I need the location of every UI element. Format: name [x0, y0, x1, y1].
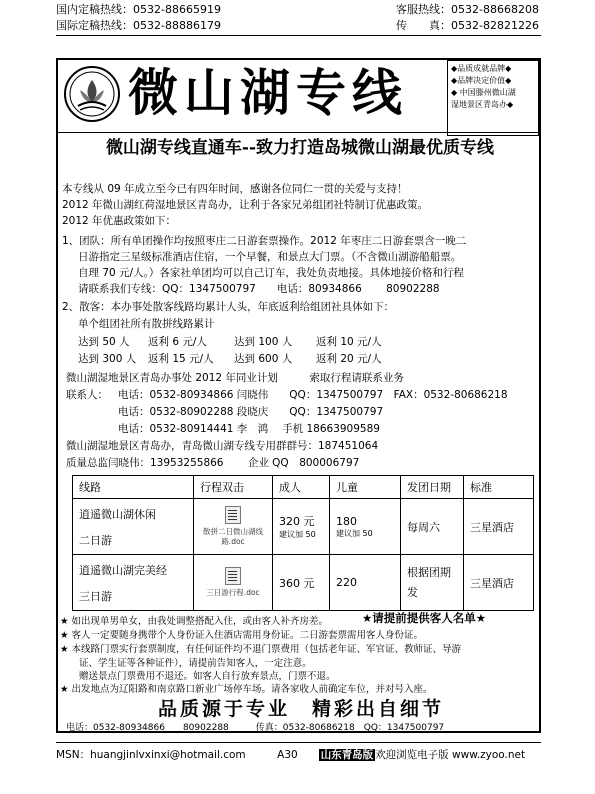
column-header: 发团日期: [401, 476, 464, 499]
rebate-cell: 达到 100 人: [234, 336, 293, 348]
file-name[interactable]: 散拼二日微山湖线路.doc: [203, 527, 263, 546]
word-document-icon[interactable]: [225, 506, 241, 524]
policy-heading: 2012 年优惠政策如下：: [62, 215, 177, 227]
slogan-line: ◆ 中国滕州微山湖: [451, 88, 516, 97]
child-note: 建议加 50: [336, 528, 373, 538]
guest-list-reminder: ★请提前提供客人名单★: [362, 611, 487, 625]
adult-price: 360 元: [279, 576, 315, 590]
note-line: ★ 出发地点为辽阳路和南京路口新业广场停车场。请各家收人前确定车位，并对号入座。: [60, 684, 433, 695]
edition-badge: 山东青岛版: [320, 749, 374, 761]
hotel-standard: 三星酒店: [464, 499, 534, 555]
contacts-label: 联系人：: [66, 389, 108, 401]
route-cell: [73, 555, 194, 611]
adult-price-cell: [273, 499, 330, 555]
child-price: 220: [336, 576, 357, 589]
main-title: 微山湖专线: [128, 63, 408, 122]
domestic-hotline: 国内定稿热线：0532-88665919: [56, 3, 221, 16]
lotus-logo-icon: [62, 64, 122, 124]
bottom-slogan: 品质源于专业 精彩出自细节: [157, 698, 444, 720]
child-price-cell: [330, 499, 401, 555]
group-number-line: 微山湖湿地景区青岛办，青岛微山湖专线专用群群号：187451064: [66, 440, 379, 452]
note-line: ★ 如出现单男单女，由我处调整搭配入住，或由客人补齐房差。: [60, 616, 329, 627]
departure-date: 根据团期发: [401, 555, 464, 611]
note-line: 赠送景点门票费用不退还。如客人自行放弃景点，门票不退。: [60, 671, 336, 682]
departure-date: 每周六: [401, 499, 464, 555]
contact-line: 电话：0532-80914441 李 鸿 手机 18663909589: [118, 423, 380, 435]
column-header: 成人: [273, 476, 330, 499]
note-line: 证、学生证等各种证件），请提前告知客人，一定注意。: [60, 658, 312, 669]
title-divider: [58, 132, 539, 133]
table-header-row: [73, 476, 534, 499]
table-row: [73, 499, 534, 555]
contact-line: 电话：0532-80934866 闫晓伟 QQ：1347500797 FAX：0532-80686218: [118, 389, 508, 401]
team-policy-line: 日游指定三星级标准酒店住宿，一个早餐，和景点大门票。（不含微山湖游船船票。: [78, 251, 462, 263]
route-name: 三日游: [79, 589, 112, 603]
column-header: 儿童: [330, 476, 401, 499]
slogan-box: [447, 60, 539, 136]
rebate-cell: 返利 15 元/人: [148, 353, 214, 365]
loose-policy-line: 2、散客：本办事处散客线路均累计人头，年底返利给组团社具体如下：: [62, 301, 395, 313]
itinerary-file[interactable]: [194, 555, 273, 611]
route-name: 逍遥微山湖完美经: [79, 563, 167, 577]
rebate-row: [78, 334, 382, 350]
adult-note: 建议加 50: [279, 530, 316, 539]
route-cell: [73, 499, 194, 555]
rebate-cell: 达到 50 人: [78, 336, 130, 348]
header-divider: [56, 35, 541, 36]
intro-paragraph: 本专线从 09 年成立至今已有四年时间，感谢各位同仁一贯的关爱与支持！: [62, 183, 408, 195]
word-document-icon[interactable]: [225, 567, 241, 585]
rebate-row: [78, 351, 382, 367]
file-name[interactable]: 三日游行程.doc: [206, 588, 260, 597]
team-policy-line: 1、团队：所有单团操作均按照枣庄二日游套票操作。2012 年枣庄二日游套票含一晚二: [62, 235, 467, 247]
subtitle: 微山湖专线直通车--致力打造岛城微山湖最优质专线: [105, 138, 495, 158]
child-price: 180: [336, 514, 357, 528]
route-name: 二日游: [79, 533, 112, 547]
service-hotline: 客服热线：0532-88668208: [396, 3, 539, 16]
column-header: 行程双击: [194, 476, 273, 499]
fax-number: 传 真：0532-82821226: [396, 19, 539, 32]
note-line: ★ 客人一定要随身携带个人身份证入住酒店需用身份证。二日游套票需用客人身份证。: [60, 630, 424, 641]
slogan-line: ◆品质成就品牌◆: [451, 64, 512, 73]
bottom-contacts: 电话：0532-80934866 80902288 传真：0532-80686218 QQ：1347500797: [66, 723, 445, 733]
itinerary-file[interactable]: [194, 499, 273, 555]
route-name: 逍遥微山湖休闲: [79, 507, 156, 521]
rebate-cell: 达到 300 人: [78, 353, 137, 365]
rebate-cell: 返利 20 元/人: [316, 353, 382, 365]
slogan-line: 湿地景区青岛办◆: [451, 100, 514, 109]
column-header: 标准: [464, 476, 534, 499]
loose-policy-line: 单个组团社所有散拼线路累计: [78, 318, 215, 330]
adult-price: 320 元: [279, 515, 315, 528]
rebate-cell: 返利 10 元/人: [316, 336, 382, 348]
note-line: ★ 本线路门票实行套票制度，有任何证件均不退门票费用（包括老年证、军官证、教师证、导游: [60, 644, 462, 655]
team-policy-line: 请联系我们专线：QQ：1347500797 电话：80934866 80902288: [78, 283, 440, 295]
rebate-cell: 达到 600 人: [234, 353, 293, 365]
column-header: 线路: [73, 476, 194, 499]
footer: [56, 748, 525, 762]
hotel-standard: 三星酒店: [464, 555, 534, 611]
slogan-line: ◆品牌决定价值◆: [451, 76, 512, 85]
plan-line: 微山湖湿地景区青岛办事处 2012 年同业计划 索取行程请联系业务: [66, 372, 404, 384]
child-price-cell: [330, 555, 401, 611]
tours-table: [72, 475, 534, 611]
team-policy-line: 自理 70 元/人。）各家社单团均可以自己订车，我处负责地接。具体地接价格和行程: [78, 267, 464, 279]
intl-hotline: 国际定稿热线：0532-88886179: [56, 19, 221, 32]
page-number: A30: [277, 749, 298, 761]
msn-contact: MSN：huangjinlvxinxi@hotmail.com: [56, 749, 246, 761]
website-text: 欢迎浏览电子版 www.zyoo.net: [375, 749, 526, 761]
rebate-cell: 返利 6 元/人: [148, 336, 207, 348]
policy-paragraph: 2012 年微山湖红荷湿地景区青岛办，让利于各家兄弟组团社特制订优惠政策。: [62, 199, 429, 211]
quality-director-line: 质量总监闫晓伟：13953255866 企业 QQ 800006797: [66, 457, 360, 469]
footer-divider: [56, 742, 541, 743]
adult-price-cell: [273, 555, 330, 611]
contact-line: 电话：0532-80902288 段晓庆 QQ：1347500797: [118, 406, 384, 418]
table-row: [73, 555, 534, 611]
